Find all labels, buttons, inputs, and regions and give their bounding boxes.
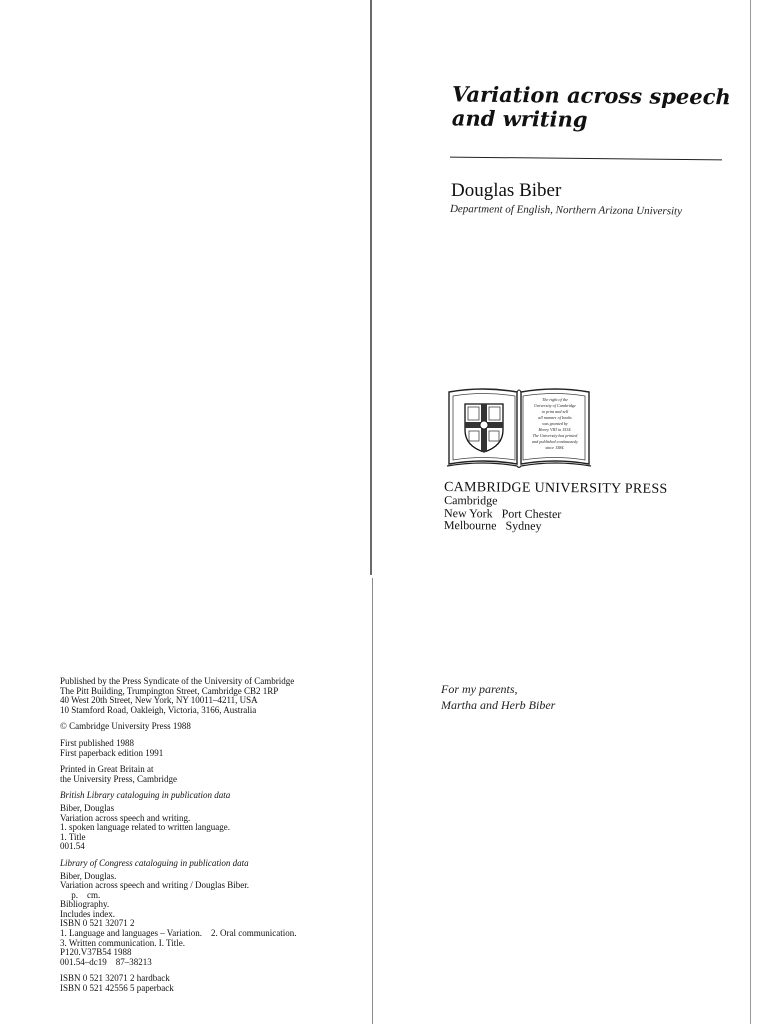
book-title-line-2: and writing: [451, 105, 588, 132]
loc-line: Variation across speech and writing / Douglas Biber.: [60, 880, 249, 891]
loc-line: ISBN 0 521 32071 2: [60, 918, 135, 929]
dedication-line-1: For my parents,: [441, 682, 518, 696]
bl-line: Biber, Douglas: [60, 802, 115, 813]
author-affiliation: Department of English, Northern Arizona University: [449, 203, 683, 218]
dedication: [441, 681, 555, 713]
publisher-cities: [444, 494, 562, 533]
copyright-line: © Cambridge University Press 1988: [60, 721, 191, 732]
published-by-line: 40 West 20th Street, New York, NY 10011–4211, USA: [60, 695, 258, 706]
page-fold-line-upper: [370, 0, 372, 575]
bl-line: Variation across speech and writing.: [60, 812, 191, 823]
title-rule: [450, 157, 722, 161]
author-name: Douglas Biber: [451, 180, 562, 201]
isbn-line: ISBN 0 521 42556 5 paperback: [60, 983, 174, 994]
loc-line: Bibliography.: [60, 899, 110, 910]
british-library-block: [60, 791, 350, 852]
published-by-line: 10 Stamford Road, Oakleigh, Victoria, 3166, Australia: [60, 704, 257, 715]
logo-text-4: all manner of books: [538, 415, 572, 420]
isbn-block: [60, 974, 350, 993]
british-library-heading: British Library cataloguing in publication data: [60, 790, 231, 801]
isbn-line: ISBN 0 521 32071 2 hardback: [60, 973, 170, 984]
editions-block: [60, 739, 350, 758]
printed-line: the University Press, Cambridge: [60, 773, 177, 784]
bl-line: 1. spoken language related to written language.: [60, 822, 230, 833]
logo-text-2: University of Cambridge: [534, 403, 576, 408]
city-line: Cambridge: [444, 493, 498, 508]
book-title: [452, 82, 752, 133]
published-by-block: [60, 677, 350, 715]
dedication-line-2: Martha and Herb Biber: [441, 698, 556, 712]
logo-text-5: was granted by: [542, 421, 568, 426]
publisher-name: CAMBRIDGE UNIVERSITY PRESS: [443, 480, 668, 497]
printed-line: Printed in Great Britain at: [60, 764, 154, 775]
imprint-page: [60, 677, 350, 1001]
library-of-congress-block: [60, 859, 350, 968]
logo-text-1: The right of the: [542, 397, 568, 402]
copyright-block: [60, 722, 350, 732]
loc-line: 3. Written communication. I. Title.: [60, 937, 185, 948]
loc-line: P120.V37B54 1988: [60, 947, 132, 958]
edition-line: First published 1988: [60, 737, 135, 748]
published-by-line: Published by the Press Syndicate of the University of Cambridge: [60, 676, 295, 686]
loc-line: 001.54–dc19 87–38213: [60, 956, 152, 967]
logo-text-8: and published continuously: [531, 439, 579, 444]
city-line: New York Port Chester: [443, 505, 562, 521]
book-title-line-1: Variation across speech: [452, 81, 731, 110]
coat-of-arms-icon: [465, 404, 503, 452]
logo-text-9: since 1584.: [545, 445, 565, 450]
loc-line: Includes index.: [60, 908, 115, 919]
loc-line: p. cm.: [60, 889, 101, 900]
loc-line: Biber, Douglas.: [60, 870, 117, 881]
loc-heading: Library of Congress cataloguing in publication data: [60, 857, 249, 868]
city-line: Melbourne Sydney: [443, 517, 542, 533]
logo-text-3: to print and sell: [541, 409, 569, 414]
published-by-line: The Pitt Building, Trumpington Street, Cambridge CB2 1RP: [60, 685, 279, 696]
cambridge-press-logo: [445, 384, 593, 470]
printed-block: [60, 765, 350, 784]
page-fold-line-lower: [372, 578, 373, 1024]
right-edge-line: [750, 0, 751, 1024]
bl-line: 001.54: [60, 841, 85, 852]
logo-text-7: The University has printed: [532, 433, 578, 438]
edition-line: First paperback edition 1991: [60, 747, 164, 758]
logo-text-6: Henry VIII in 1534.: [538, 427, 572, 432]
bl-line: 1. Title: [60, 831, 86, 842]
loc-line: 1. Language and languages – Variation. 2. Oral communication.: [60, 928, 297, 939]
